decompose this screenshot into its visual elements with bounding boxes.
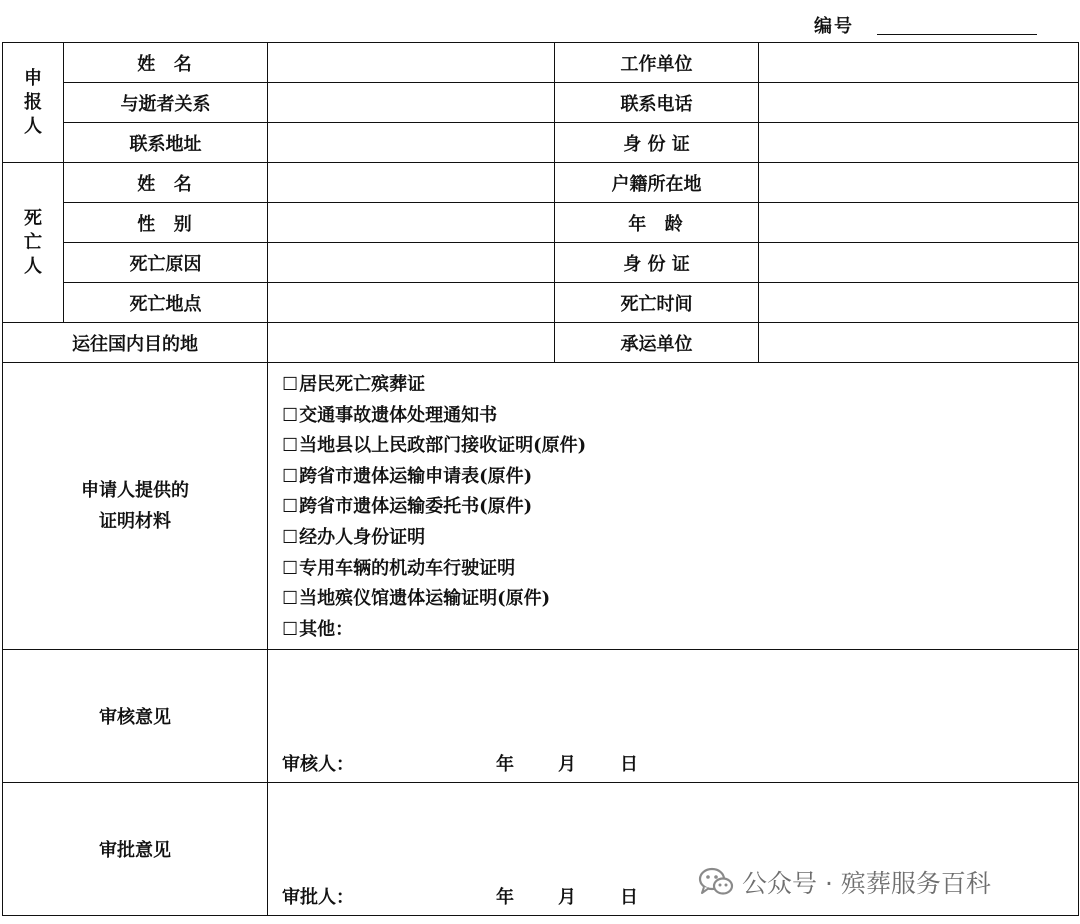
- deceased-cause-label: 死亡原因: [64, 243, 268, 283]
- applicant-address-label: 联系地址: [64, 123, 268, 163]
- checkbox-icon[interactable]: ☐: [282, 496, 299, 518]
- applicant-name-label: 姓 名: [64, 43, 268, 83]
- applicant-work-unit-label: 工作单位: [555, 43, 759, 83]
- applicant-row-3: [3, 123, 1079, 163]
- applicant-id-label: 身 份 证: [555, 123, 759, 163]
- approval-month-label: 月: [558, 887, 576, 908]
- form-number-label: 编号: [814, 16, 854, 37]
- review-sign-line: [282, 750, 762, 776]
- deceased-place-label: 死亡地点: [64, 283, 268, 323]
- materials-label: [3, 363, 268, 650]
- deceased-name-field[interactable]: [268, 163, 555, 203]
- approval-day-label: 日: [620, 887, 638, 908]
- materials-checklist: [268, 363, 1079, 650]
- review-year-label: 年: [496, 754, 514, 775]
- approval-sign-line: [282, 883, 762, 909]
- deceased-gender-field[interactable]: [268, 203, 555, 243]
- material-item[interactable]: ☐跨省市遗体运输申请表(原件): [282, 465, 533, 487]
- material-item[interactable]: ☐居民死亡殡葬证: [282, 374, 426, 395]
- material-item[interactable]: ☐经办人身份证明: [282, 526, 426, 548]
- review-day-label: 日: [620, 754, 638, 775]
- applicant-row-1: [3, 43, 1079, 83]
- deceased-cause-field[interactable]: [268, 243, 555, 283]
- materials-label-line2: 证明材料: [99, 511, 171, 532]
- deceased-id-field[interactable]: [759, 243, 1079, 283]
- reviewer-label: 审核人：: [282, 754, 354, 775]
- carrier-field[interactable]: [759, 323, 1079, 363]
- form-number-row: [0, 8, 1080, 42]
- checkbox-icon[interactable]: ☐: [282, 557, 299, 579]
- checkbox-icon[interactable]: ☐: [282, 465, 299, 487]
- checkbox-icon[interactable]: ☐: [282, 435, 299, 457]
- deceased-household-label: 户籍所在地: [555, 163, 759, 203]
- form-number-field[interactable]: [877, 34, 1037, 35]
- deceased-household-field[interactable]: [759, 163, 1079, 203]
- applicant-phone-field[interactable]: [759, 83, 1079, 123]
- approval-year-label: 年: [496, 887, 514, 908]
- applicant-row-2: [3, 83, 1079, 123]
- checkbox-icon[interactable]: ☐: [282, 618, 299, 640]
- wechat-icon: [698, 867, 734, 897]
- deceased-time-label: 死亡时间: [555, 283, 759, 323]
- deceased-row-3: [3, 243, 1079, 283]
- material-item[interactable]: ☐跨省市遗体运输委托书(原件): [282, 496, 533, 518]
- deceased-row-2: [3, 203, 1079, 243]
- material-item[interactable]: ☐其他：: [282, 618, 354, 640]
- deceased-section-label: 死 亡 人: [3, 163, 64, 323]
- carrier-label: 承运单位: [555, 323, 759, 363]
- checkbox-icon[interactable]: ☐: [282, 588, 299, 610]
- destination-field[interactable]: [268, 323, 555, 363]
- deceased-id-label: 身 份 证: [555, 243, 759, 283]
- deceased-gender-label: 性 别: [64, 203, 268, 243]
- deceased-name-label: 姓 名: [64, 163, 268, 203]
- applicant-name-field[interactable]: [268, 43, 555, 83]
- approval-label: 审批意见: [3, 783, 268, 916]
- deceased-age-label: 年 龄: [555, 203, 759, 243]
- applicant-section-label: 申 报 人: [3, 43, 64, 163]
- applicant-relation-field[interactable]: [268, 83, 555, 123]
- applicant-phone-label: 联系电话: [555, 83, 759, 123]
- review-field[interactable]: [268, 650, 1079, 783]
- material-item[interactable]: ☐交通事故遗体处理通知书: [282, 404, 498, 426]
- applicant-address-field[interactable]: [268, 123, 555, 163]
- deceased-row-1: [3, 163, 1079, 203]
- deceased-age-field[interactable]: [759, 203, 1079, 243]
- review-label: 审核意见: [3, 650, 268, 783]
- deceased-time-field[interactable]: [759, 283, 1079, 323]
- review-month-label: 月: [558, 754, 576, 775]
- materials-label-line1: 申请人提供的: [81, 480, 189, 501]
- destination-label: 运往国内目的地: [3, 323, 268, 363]
- deceased-place-field[interactable]: [268, 283, 555, 323]
- watermark-text: 公众号 · 殡葬服务百科: [742, 869, 991, 898]
- applicant-id-field[interactable]: [759, 123, 1079, 163]
- review-row: [3, 650, 1079, 783]
- material-item[interactable]: ☐当地县以上民政部门接收证明(原件): [282, 435, 587, 457]
- checkbox-icon[interactable]: ☐: [282, 374, 299, 395]
- transport-row: [3, 323, 1079, 363]
- applicant-relation-label: 与逝者关系: [64, 83, 268, 123]
- deceased-row-4: [3, 283, 1079, 323]
- material-item[interactable]: ☐当地殡仪馆遗体运输证明(原件): [282, 588, 551, 610]
- checkbox-icon[interactable]: ☐: [282, 404, 299, 426]
- watermark: [698, 862, 991, 902]
- transport-application-form: [2, 42, 1079, 916]
- material-item[interactable]: ☐专用车辆的机动车行驶证明: [282, 557, 516, 579]
- approver-label: 审批人：: [282, 887, 354, 908]
- materials-row: [3, 363, 1079, 650]
- applicant-work-unit-field[interactable]: [759, 43, 1079, 83]
- checkbox-icon[interactable]: ☐: [282, 526, 299, 548]
